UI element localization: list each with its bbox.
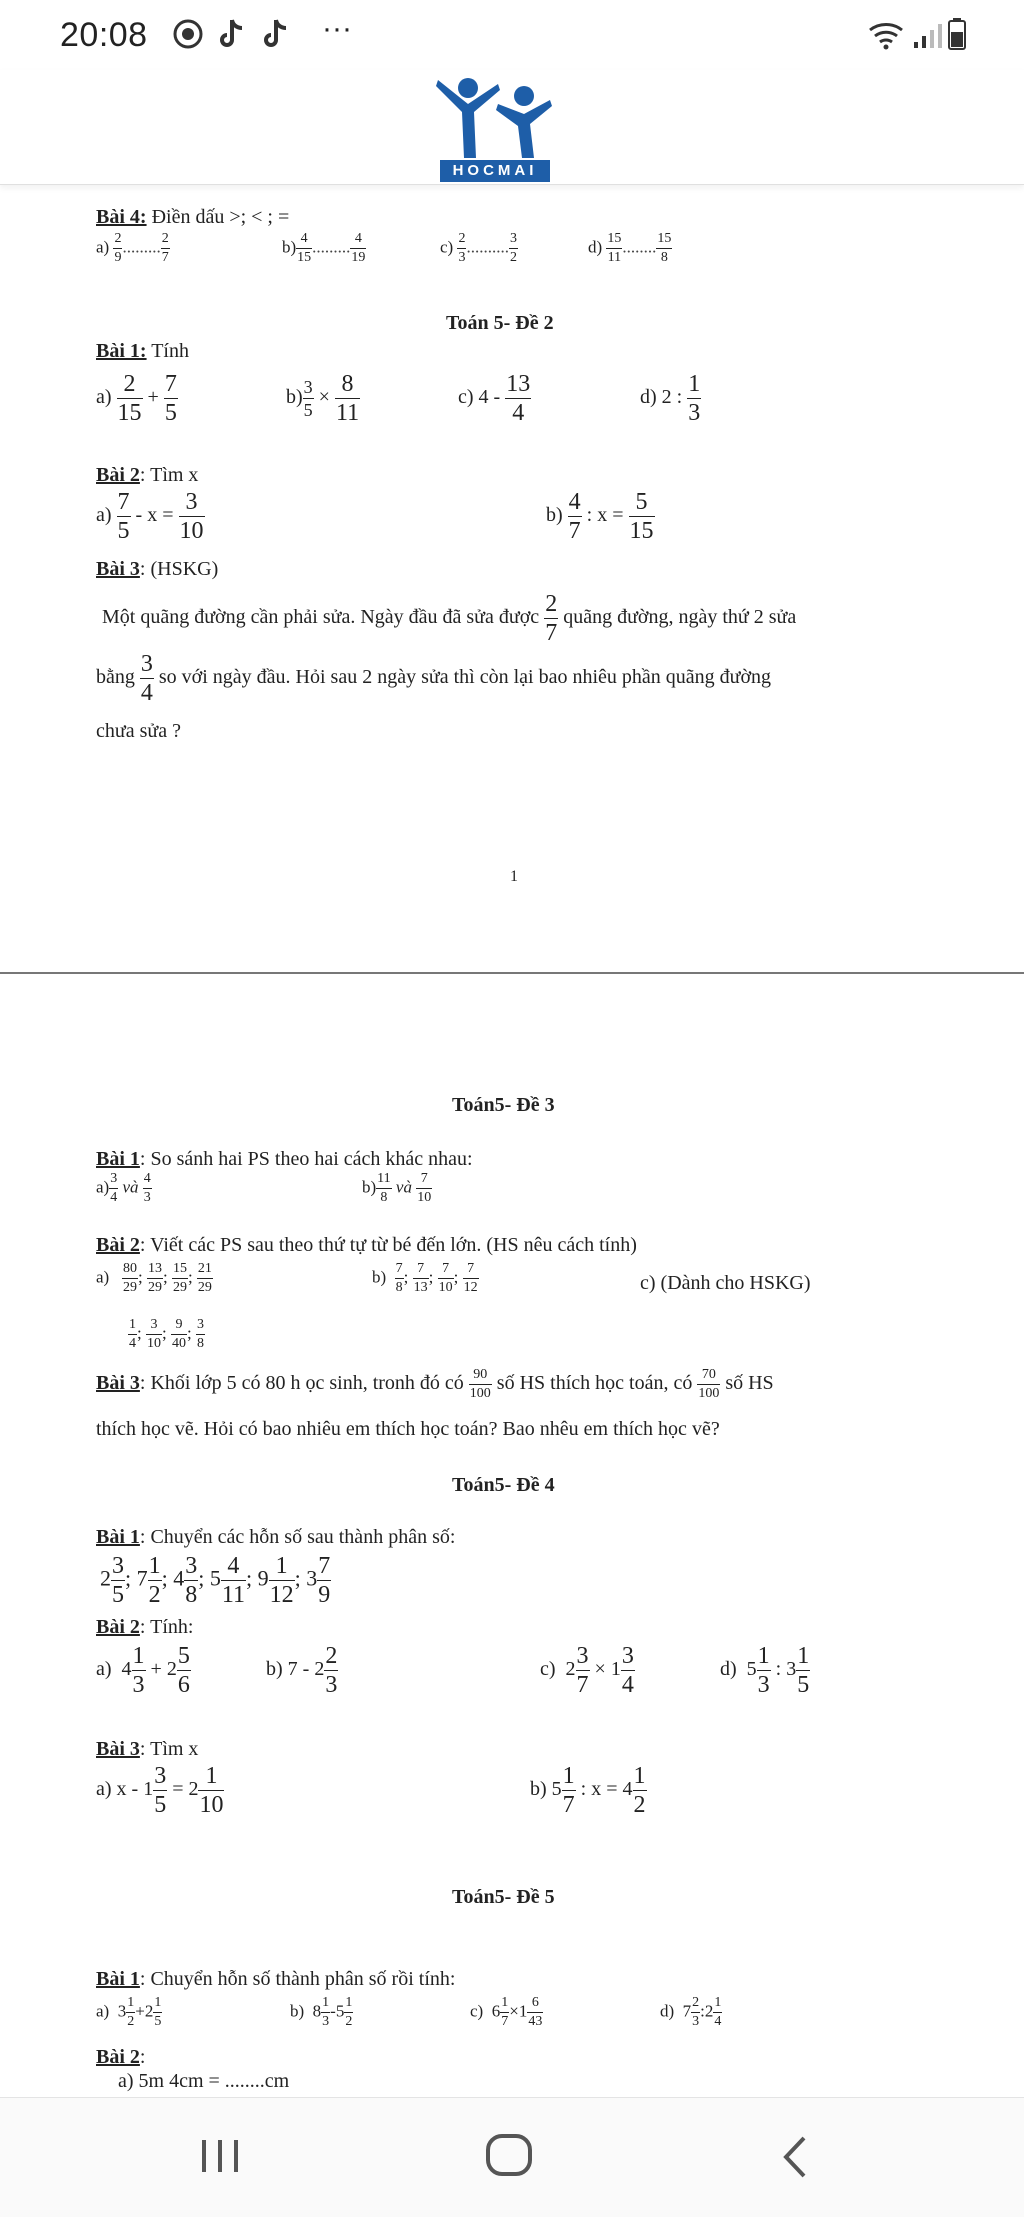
- fraction: $\frac{2}{15}$: [117, 371, 142, 426]
- mixed-fraction: $\frac{2}{3}$: [692, 1995, 700, 2029]
- fraction: $\frac{3}{10}$: [146, 1317, 161, 1351]
- fraction-list: $\frac{1}{4}$ ; $\frac{3}{10}$ ; $\frac{9}{40}$ ; $\frac{3}{8}$: [129, 1317, 204, 1351]
- fraction: $\frac{2}{7}$: [545, 591, 558, 646]
- signal-icon: [912, 22, 944, 55]
- fraction: $\frac{90}{100}$: [469, 1367, 491, 1401]
- back-icon: [780, 2134, 810, 2180]
- fraction: $\frac{1}{4}$: [129, 1317, 136, 1351]
- word-problem-line: Một quãng đường cần phải sửa. Ngày đầu đã sửa được $\frac{2}{7}$ quãng đường, ngày thứ 2 sửa: [102, 591, 797, 646]
- fraction: $\frac{3}{8}$: [196, 1317, 204, 1351]
- battery-icon: [948, 18, 966, 55]
- compare-row: a) $\frac{2}{9}$ ......... $\frac{2}{7}$: [96, 231, 169, 265]
- mixed-fraction: $\frac{3}{8}$: [185, 1553, 198, 1608]
- section-heading: Toán5- Đề 4: [452, 1474, 555, 1496]
- mixed-fraction: $\frac{1}{12}$: [269, 1553, 294, 1608]
- fraction: $\frac{21}{29}$: [197, 1261, 212, 1295]
- exercise-text: Điền dấu >; < ; =: [151, 206, 290, 228]
- fraction: $\frac{4}{7}$: [568, 489, 581, 544]
- mixed-fraction: $\frac{1}{5}$: [797, 1643, 810, 1698]
- fraction: $\frac{2}{7}$: [161, 231, 169, 265]
- equation-row: b) 5 $\frac{1}{7}$ : x = 4 $\frac{1}{2}$: [530, 1763, 646, 1818]
- calc-row: a) 3 $\frac{1}{2}$ +2 $\frac{1}{5}$: [96, 1995, 162, 2029]
- word-problem-line: bằng $\frac{3}{4}$ so với ngày đầu. Hỏi sau 2 ngày sửa thì còn lại bao nhiêu phần quãng đường: [96, 651, 772, 706]
- exercise-title: Bài 4:: [96, 206, 147, 228]
- fraction: $\frac{7}{13}$: [413, 1261, 428, 1295]
- fraction: $\frac{9}{40}$: [171, 1317, 186, 1351]
- exercise-note: c) (Dành cho HSKG): [640, 1272, 811, 1294]
- fraction: $\frac{80}{29}$: [122, 1261, 137, 1295]
- hocmai-logo-header: [0, 70, 1024, 185]
- fraction: $\frac{3}{4}$: [140, 651, 153, 706]
- fraction: $\frac{8}{11}$: [335, 371, 360, 426]
- exercise-title: Bài 3: [96, 1372, 140, 1395]
- page-divider: [0, 972, 1024, 974]
- exercise-text: : Tính:: [139, 1616, 194, 1638]
- home-icon: [484, 2132, 534, 2178]
- fraction: $\frac{3}{10}$: [179, 489, 204, 544]
- clock: 20:08: [60, 16, 148, 54]
- tiktok-icon: [218, 18, 246, 55]
- mixed-fraction: $\frac{1}{2}$: [148, 1553, 161, 1608]
- calc-row: b) 8 $\frac{1}{3}$ -5 $\frac{1}{2}$: [290, 1995, 353, 2029]
- exercise-title: Bài 2: [96, 2046, 140, 2068]
- exercise-title: Bài 1: [96, 1968, 140, 1990]
- exercise-text: : Chuyển hỗn số thành phân số rồi tính:: [139, 1968, 456, 1990]
- mixed-fraction: $\frac{7}{9}$: [318, 1553, 331, 1608]
- mixed-fraction: $\frac{1}{2}$: [127, 1995, 135, 2029]
- fraction: $\frac{7}{10}$: [417, 1171, 432, 1205]
- fraction: $\frac{7}{5}$: [164, 371, 177, 426]
- mixed-fraction: $\frac{1}{4}$: [714, 1995, 722, 2029]
- exercise-title: Bài 1:: [96, 340, 147, 362]
- conversion-row: a) 5m 4cm = ........cm: [118, 2070, 290, 2092]
- fraction: $\frac{7}{8}$: [395, 1261, 403, 1295]
- fraction: $\frac{3}{4}$: [110, 1171, 118, 1205]
- compare-row: a) $\frac{3}{4}$ và $\frac{4}{3}$: [96, 1171, 151, 1205]
- calc-row: c) 6 $\frac{1}{7}$ ×1 $\frac{6}{43}$: [470, 1995, 543, 2029]
- mixed-fraction: $\frac{1}{5}$: [154, 1995, 162, 2029]
- back-button[interactable]: [780, 2134, 810, 2185]
- exercise-text: : Tìm x: [139, 1738, 199, 1760]
- compare-row: c) $\frac{2}{3}$ .......... $\frac{3}{2}$: [440, 231, 517, 265]
- fraction: $\frac{13}{29}$: [147, 1261, 162, 1295]
- exercise-title: Bài 3: [96, 1738, 140, 1760]
- compare-row: d) $\frac{15}{11}$ ........ $\frac{15}{8}$: [588, 231, 672, 265]
- fraction: $\frac{15}{29}$: [172, 1261, 187, 1295]
- mixed-fraction: $\frac{5}{6}$: [177, 1643, 190, 1698]
- section-heading: Toán 5- Đề 2: [446, 312, 554, 334]
- exercise-text: : Chuyển các hỗn số sau thành phân số:: [139, 1526, 456, 1548]
- equation-row: b) $\frac{4}{7}$ : x = $\frac{5}{15}$: [546, 489, 654, 544]
- mixed-fraction: $\frac{6}{43}$: [528, 1995, 543, 2029]
- fraction: $\frac{5}{15}$: [629, 489, 654, 544]
- exercise-text: : Tìm x: [139, 464, 199, 486]
- mixed-fraction: $\frac{3}{5}$: [154, 1763, 167, 1818]
- fraction: $\frac{3}{5}$: [303, 377, 313, 420]
- mixed-number-list: 2 $\frac{3}{5}$ ; 7 $\frac{1}{2}$ ; 4 $\frac{3}{8}$ ; 5 $\frac{4}{11}$ ; 9 $\frac{1}{12}$ ; 3 $\frac{7}{9}$: [100, 1553, 331, 1608]
- word-problem-line: chưa sửa ?: [96, 720, 181, 742]
- recent-apps-icon: [198, 2136, 242, 2176]
- calc-row: b) 7 - 2 $\frac{2}{3}$: [266, 1643, 338, 1698]
- mixed-fraction: $\frac{2}{3}$: [325, 1643, 338, 1698]
- calc-row: d) 2 : $\frac{1}{3}$: [640, 371, 701, 426]
- system-navigation-bar: [0, 2097, 1024, 2217]
- mixed-fraction: $\frac{1}{10}$: [199, 1763, 224, 1818]
- recent-apps-button[interactable]: [198, 2136, 242, 2181]
- calc-row: a) 4 $\frac{1}{3}$ + 2 $\frac{5}{6}$: [96, 1643, 190, 1698]
- exercise-text: : Viết các PS sau theo thứ tự từ bé đến lớn. (HS nêu cách tính): [139, 1234, 637, 1256]
- section-heading: Toán5- Đề 3: [452, 1094, 555, 1116]
- fraction: $\frac{11}{8}$: [377, 1171, 391, 1205]
- section-heading: Toán5- Đề 5: [452, 1886, 555, 1908]
- exercise-title: Bài 2: [96, 1234, 140, 1256]
- word-problem-line: thích học vẽ. Hỏi có bao nhiêu em thích học toán? Bao nhêu em thích học vẽ?: [96, 1418, 720, 1440]
- calc-row: a) $\frac{2}{15}$ + $\frac{7}{5}$: [96, 371, 177, 426]
- fraction: $\frac{7}{10}$: [438, 1261, 453, 1295]
- fraction: $\frac{4}{19}$: [351, 231, 366, 265]
- fraction: $\frac{1}{3}$: [688, 371, 701, 426]
- mixed-fraction: $\frac{1}{2}$: [345, 1995, 353, 2029]
- exercise-text: :: [139, 2046, 146, 2068]
- exercise-text: : So sánh hai PS theo hai cách khác nhau:: [139, 1148, 473, 1170]
- fraction-list: b) $\frac{7}{8}$ ; $\frac{7}{13}$ ; $\frac{7}{10}$ ; $\frac{7}{12}$: [372, 1261, 478, 1295]
- fraction: $\frac{70}{100}$: [698, 1367, 720, 1401]
- hocmai-wordmark: HOCMAI: [440, 160, 550, 182]
- fraction: $\frac{7}{12}$: [463, 1261, 478, 1295]
- fraction: $\frac{15}{11}$: [607, 231, 622, 265]
- mixed-fraction: $\frac{3}{4}$: [621, 1643, 634, 1698]
- calc-row: c) 4 - $\frac{13}{4}$: [458, 371, 531, 426]
- fraction: $\frac{4}{15}$: [297, 231, 312, 265]
- hocmai-figures-icon: [428, 74, 558, 160]
- mixed-fraction: $\frac{1}{3}$: [132, 1643, 145, 1698]
- screen-record-icon: [172, 18, 204, 55]
- exercise-title: Bài 1: [96, 1526, 140, 1548]
- fraction: $\frac{2}{3}$: [458, 231, 466, 265]
- fraction: $\frac{15}{8}$: [657, 231, 672, 265]
- equation-row: a) $\frac{7}{5}$ - x = $\frac{3}{10}$: [96, 489, 204, 544]
- mixed-fraction: $\frac{1}{2}$: [633, 1763, 646, 1818]
- fraction: $\frac{7}{5}$: [117, 489, 130, 544]
- calc-row: d) 7 $\frac{2}{3}$ :2 $\frac{1}{4}$: [660, 1995, 722, 2029]
- fraction-list: a) $\frac{80}{29}$ ; $\frac{13}{29}$ ; $\frac{15}{29}$ ; $\frac{21}{29}$: [96, 1261, 212, 1295]
- exercise-text: : (HSKG): [139, 558, 219, 580]
- wifi-icon: [868, 20, 908, 55]
- mixed-fraction: $\frac{1}{3}$: [322, 1995, 330, 2029]
- fraction: $\frac{13}{4}$: [506, 371, 531, 426]
- tiktok-icon-2: [262, 18, 290, 55]
- fraction: $\frac{4}{3}$: [143, 1171, 151, 1205]
- fraction: $\frac{3}{2}$: [509, 231, 517, 265]
- exercise-title: Bài 2: [96, 1616, 140, 1638]
- exercise-title: Bài 1: [96, 1148, 140, 1170]
- fraction: $\frac{2}{9}$: [114, 231, 122, 265]
- mixed-fraction: $\frac{3}{7}$: [576, 1643, 589, 1698]
- calc-row: d) 5 $\frac{1}{3}$ : 3 $\frac{1}{5}$: [720, 1643, 810, 1698]
- status-bar: [0, 0, 1024, 75]
- word-problem-line: Bài 3: Khối lớp 5 có 80 h ọc sinh, tronh đó có $\frac{90}{100}$ số HS thích học toán, có $\frac{70}{100}$ số HS: [96, 1367, 774, 1401]
- mixed-fraction: $\frac{1}{7}$: [501, 1995, 509, 2029]
- exercise-text: Tính: [151, 340, 189, 362]
- mixed-fraction: $\frac{4}{11}$: [221, 1553, 245, 1608]
- calc-row: c) 2 $\frac{3}{7}$ × 1 $\frac{3}{4}$: [540, 1643, 634, 1698]
- compare-row: b) $\frac{4}{15}$ ......... $\frac{4}{19}$: [282, 231, 366, 265]
- exercise-title: Bài 3: [96, 558, 140, 580]
- page-number: 1: [510, 868, 518, 885]
- equation-row: a) x - 1 $\frac{3}{5}$ = 2 $\frac{1}{10}$: [96, 1763, 224, 1818]
- calc-row: b) $\frac{3}{5}$ × $\frac{8}{11}$: [286, 371, 360, 426]
- mixed-fraction: $\frac{1}{3}$: [757, 1643, 770, 1698]
- mixed-fraction: $\frac{1}{7}$: [562, 1763, 575, 1818]
- compare-row: b) $\frac{11}{8}$ và $\frac{7}{10}$: [362, 1171, 432, 1205]
- mixed-fraction: $\frac{3}{5}$: [112, 1553, 124, 1608]
- home-button[interactable]: [484, 2132, 534, 2183]
- more-notifications: ···: [322, 12, 352, 45]
- exercise-title: Bài 2: [96, 464, 140, 486]
